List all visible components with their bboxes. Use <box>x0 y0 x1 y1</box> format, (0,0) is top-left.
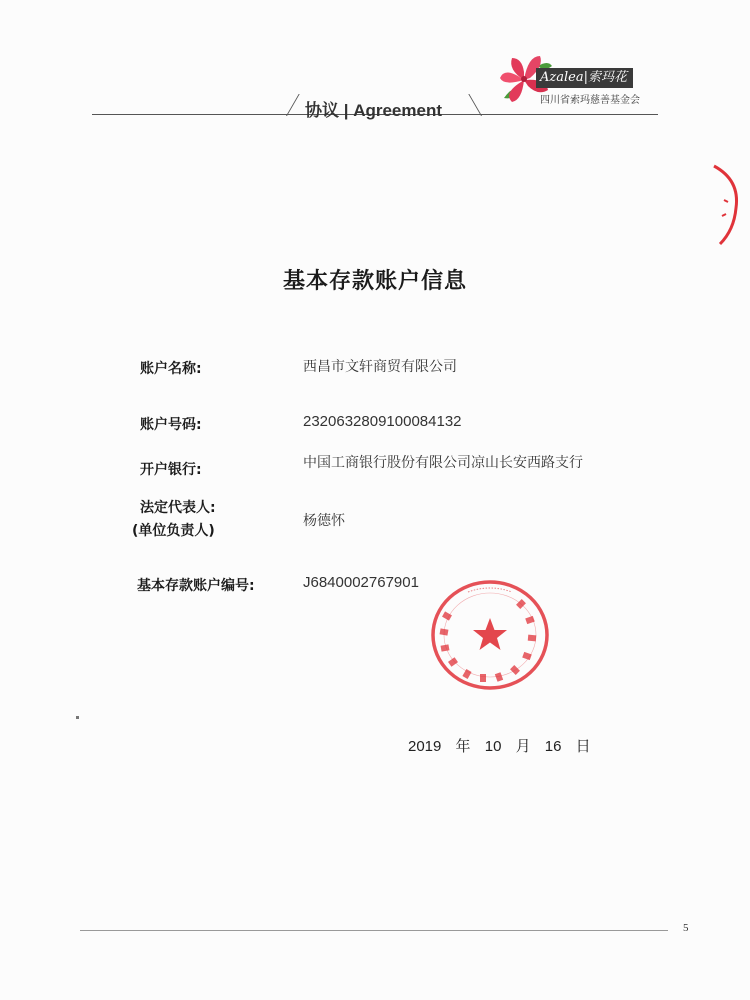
company-seal <box>428 578 552 692</box>
signing-date <box>408 735 601 756</box>
account-name-value: 西昌市文轩商贸有限公司 <box>303 359 457 375</box>
bank-label: 开户银行: <box>140 462 202 478</box>
bank-value: 中国工商银行股份有限公司凉山长安西路支行 <box>303 455 583 471</box>
legal-rep-label: 法定代表人: <box>140 500 216 516</box>
margin-mark <box>76 716 79 719</box>
account-number-value: 2320632809100084132 <box>303 413 462 430</box>
partial-stamp-mark <box>710 160 750 250</box>
header-title: 协议 | Agreement <box>305 101 443 120</box>
basic-account-id-label: 基本存款账户编号: <box>137 578 255 594</box>
account-name-label: 账户名称: <box>140 361 202 377</box>
date-year-unit: 年 <box>455 738 471 755</box>
legal-rep-sub-label: (单位负责人) <box>132 523 215 539</box>
page-number: 5 <box>683 922 689 934</box>
date-month: 10 <box>484 738 502 755</box>
document-title: 基本存款账户信息 <box>282 269 467 294</box>
date-day: 16 <box>544 738 562 755</box>
footer-divider <box>80 930 668 931</box>
date-month-unit: 月 <box>515 738 531 755</box>
account-number-label: 账户号码: <box>140 417 202 433</box>
basic-account-id-value: J6840002767901 <box>303 574 419 591</box>
legal-rep-value: 杨德怀 <box>303 513 345 529</box>
foundation-logo <box>494 50 664 110</box>
logo-brand-text: Azalea|索玛花 <box>536 68 633 88</box>
date-year: 2019 <box>408 738 442 755</box>
logo-subtitle: 四川省索玛慈善基金会 <box>540 95 640 106</box>
date-day-unit: 日 <box>575 738 591 755</box>
